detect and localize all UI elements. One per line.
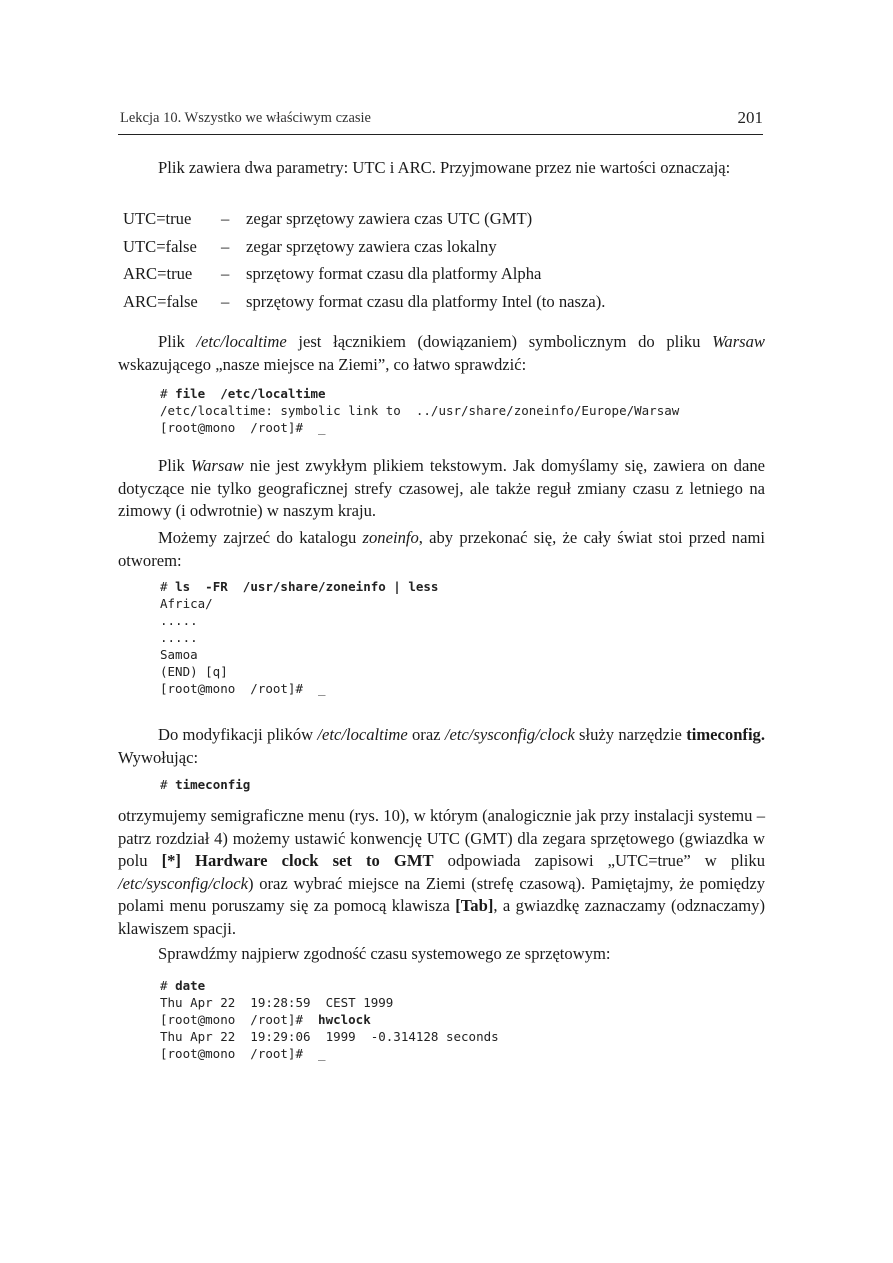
file-name: Warsaw <box>190 456 244 475</box>
terminal-output-line: Africa/ <box>160 596 213 611</box>
file-path: /etc/localtime <box>196 332 287 351</box>
option-label: [*] Hardware clock set to GMT <box>161 851 434 870</box>
key-label: [Tab] <box>455 896 494 915</box>
terminal-output-line: /etc/localtime: symbolic link to ../usr/share/zoneinfo/Europe/Warsaw <box>160 403 680 418</box>
terminal-output-line: (END) [q] <box>160 664 228 679</box>
terminal-output-line: Thu Apr 22 19:29:06 1999 -0.314128 seconds <box>160 1029 499 1044</box>
parameter-description: sprzętowy format czasu dla platformy Intel (to nasza). <box>246 292 606 311</box>
terminal-prompt-line: [root@mono /root]# _ <box>160 420 326 435</box>
parameter-term: ARC=true <box>123 264 193 283</box>
shell-command: timeconfig <box>175 777 251 792</box>
text-run: wskazującego „nasze miejsce na Ziemi”, co łatwo sprawdzić: <box>118 354 527 374</box>
text-run: nie jest zwykłym plikiem tekstowym. Jak domyślamy się, zawiera on dane dotyczące nie tylko geograficznej strefy czasowej, ale także reguł zmiany czasu z letniego na zimowy (i odwrotnie) w naszym kraju. <box>118 456 765 520</box>
terminal-output-line: Samoa <box>160 647 198 662</box>
parameter-item <box>123 236 497 258</box>
terminal-output-line: ..... <box>160 630 198 645</box>
page-number: 201 <box>737 108 763 127</box>
text-run: otrzymujemy semigraficzne menu (rys. 10), w którym (analogicznie jak przy instalacji systemu – patrz rozdział 4) możemy ustawić konwencję UTC (GMT) dla zegara sprzętowego (gwiazdka w polu <box>118 806 765 870</box>
paragraph-parameters-intro: Plik zawiera dwa parametry: UTC i ARC. Przyjmowane przez nie wartości oznaczają: <box>158 158 731 177</box>
text-run: Do modyfikacji plików <box>158 725 318 744</box>
shell-command: date <box>175 978 206 993</box>
parameter-item <box>123 208 532 230</box>
parameter-term: UTC=false <box>123 237 197 256</box>
paragraph-check-time: Sprawdźmy najpierw zgodność czasu systemowego ze sprzętowym: <box>158 944 611 963</box>
parameter-term: UTC=true <box>123 209 192 228</box>
text-run: oraz <box>407 725 445 744</box>
shell-prompt: # <box>160 386 176 401</box>
file-path: /etc/sysconfig/clock <box>444 725 575 744</box>
shell-command: file /etc/localtime <box>175 386 326 401</box>
parameter-dash: – <box>221 292 230 311</box>
text-run: służy narzędzie <box>574 725 687 744</box>
text-run: Wywołując: <box>118 747 199 767</box>
file-name: Warsaw <box>712 332 765 351</box>
running-title: Lekcja 10. Wszystko we właściwym czasie <box>120 110 371 126</box>
terminal-block-ls <box>160 578 438 697</box>
parameter-dash: – <box>221 264 230 283</box>
parameter-term: ARC=false <box>123 292 198 311</box>
text-run: Plik <box>158 332 197 351</box>
paragraph-semigraphic-menu <box>118 805 765 940</box>
text-run: , a gwiazdkę zaznaczamy (odznaczamy) klawiszem spacji. <box>118 896 766 938</box>
shell-command: ls -FR /usr/share/zoneinfo | less <box>175 579 439 594</box>
tool-name: timeconfig. <box>686 725 765 744</box>
paragraph-timeconfig <box>118 724 765 769</box>
parameter-item <box>123 291 605 313</box>
text-run: , aby przekonać się, że cały świat stoi przed nami otworem: <box>118 528 765 570</box>
shell-prompt: [root@mono /root]# <box>160 1012 319 1027</box>
terminal-prompt-line: [root@mono /root]# _ <box>160 1046 326 1061</box>
file-path: /etc/sysconfig/clock <box>118 873 248 893</box>
page-header <box>118 110 763 135</box>
paragraph-localtime-link <box>118 331 765 376</box>
terminal-output-line: Thu Apr 22 19:28:59 CEST 1999 <box>160 995 394 1010</box>
terminal-block-timeconfig <box>160 776 250 793</box>
terminal-block-file <box>160 385 679 436</box>
terminal-prompt-line: [root@mono /root]# _ <box>160 681 326 696</box>
paragraph-warsaw-file <box>118 455 765 523</box>
text-run: odpowiada zapisowi „UTC=true” w pliku <box>433 851 765 870</box>
terminal-output-line: ..... <box>160 613 198 628</box>
parameter-dash: – <box>221 209 230 228</box>
parameter-item <box>123 263 541 285</box>
shell-prompt: # <box>160 579 176 594</box>
parameter-description: sprzętowy format czasu dla platformy Alpha <box>246 264 542 283</box>
terminal-block-date <box>160 977 499 1062</box>
text-run: Możemy zajrzeć do katalogu <box>158 528 363 547</box>
text-run: ) oraz wybrać miejsce na Ziemi (strefę czasową). Pamiętajmy, że pomiędzy polami menu poruszamy się za pomocą klawisza <box>118 873 765 915</box>
parameter-dash: – <box>221 237 230 256</box>
text-run: Plik <box>158 456 191 475</box>
paragraph-zoneinfo <box>118 527 765 572</box>
parameter-description: zegar sprzętowy zawiera czas lokalny <box>246 237 497 256</box>
file-path: /etc/localtime <box>317 725 408 744</box>
shell-prompt: # <box>160 978 176 993</box>
text-run: jest łącznikiem (dowiązaniem) symbolicznym do pliku <box>286 332 713 351</box>
parameter-description: zegar sprzętowy zawiera czas UTC (GMT) <box>246 209 533 228</box>
shell-command: hwclock <box>318 1012 371 1027</box>
directory-name: zoneinfo <box>362 528 419 547</box>
shell-prompt: # <box>160 777 176 792</box>
